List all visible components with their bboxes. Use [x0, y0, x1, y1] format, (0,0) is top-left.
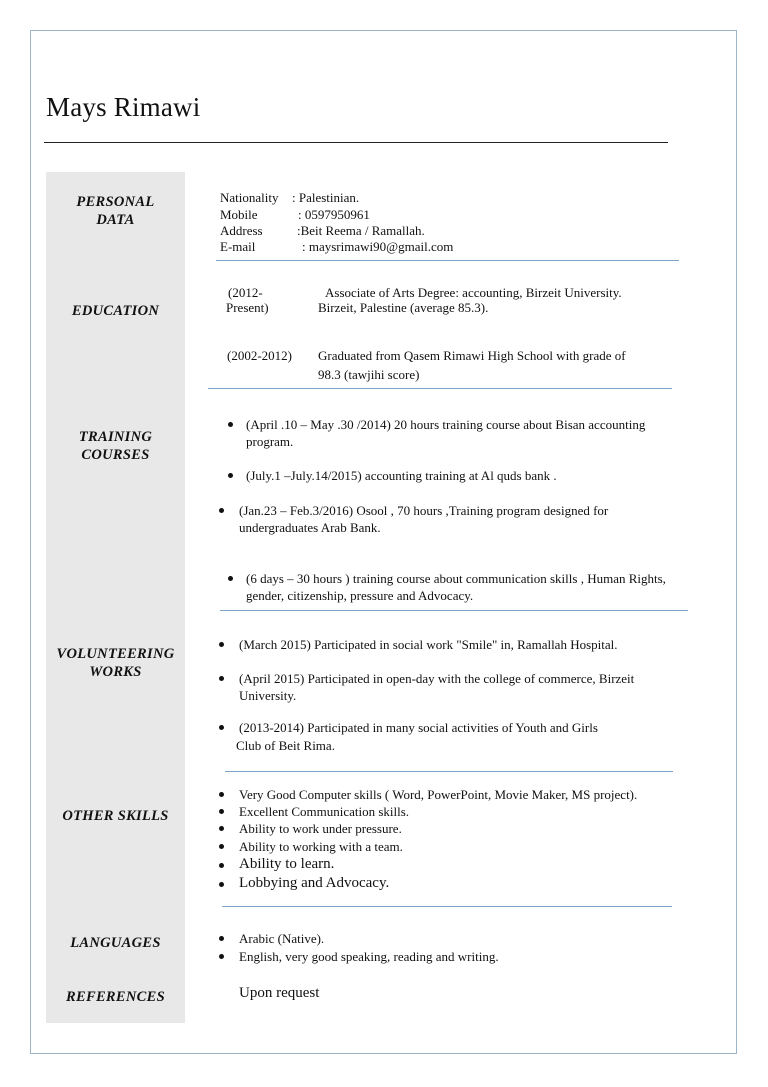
bullet-icon: [219, 508, 224, 513]
section-divider: [225, 771, 673, 772]
section-label-line: WORKS: [89, 664, 142, 680]
training-item: program.: [246, 434, 294, 449]
training-item: undergraduates Arab Bank.: [239, 520, 381, 535]
section-label-line: DATA: [96, 212, 135, 228]
section-divider: [220, 610, 688, 611]
language-item: English, very good speaking, reading and writing.: [239, 949, 499, 964]
language-item: Arabic (Native).: [239, 931, 325, 946]
training-item: (April .10 – May .30 /2014) 20 hours training course about Bisan accounting: [246, 417, 646, 432]
section-label-line: PERSONAL: [76, 194, 155, 210]
bullet-icon: [219, 792, 224, 797]
skill-item: Ability to working with a team.: [239, 839, 403, 854]
bullet-icon: [228, 422, 233, 427]
field-key-address: Address: [220, 223, 263, 238]
section-divider: [208, 388, 672, 389]
training-item: (July.1 –July.14/2015) accounting training at Al quds bank .: [246, 468, 557, 483]
education-description: Graduated from Qasem Rimawi High School with grade of: [318, 348, 626, 363]
volunteering-item: (March 2015) Participated in social work "Smile" in, Ramallah Hospital.: [239, 637, 618, 652]
field-value-address: :Beit Reema / Ramallah.: [297, 223, 425, 238]
bullet-icon: [219, 936, 224, 941]
bullet-icon: [219, 676, 224, 681]
volunteering-item: (2013-2014) Participated in many social activities of Youth and Girls: [239, 720, 598, 735]
section-label-line: COURSES: [81, 447, 150, 463]
volunteering-item: University.: [239, 688, 297, 703]
skill-item: Lobbying and Advocacy.: [239, 875, 390, 891]
section-label-education: EDUCATION: [71, 303, 160, 319]
bullet-icon: [219, 826, 224, 831]
section-divider: [222, 906, 672, 907]
field-value-mobile: : 0597950961: [298, 207, 370, 222]
bullet-icon: [219, 954, 224, 959]
bullet-icon: [219, 642, 224, 647]
section-label-volunteering-works: [46, 645, 185, 681]
skill-item: Very Good Computer skills ( Word, PowerPoint, Movie Maker, MS project).: [239, 787, 638, 802]
field-key-email: E-mail: [220, 239, 256, 254]
bullet-icon: [219, 844, 224, 849]
field-value-email: : maysrimawi90@gmail.com: [302, 239, 454, 254]
education-description: 98.3 (tawjihi score): [318, 367, 420, 382]
name-underline: [44, 142, 668, 143]
bullet-icon: [228, 576, 233, 581]
education-date: (2012-: [228, 285, 263, 300]
education-date: (2002-2012): [227, 348, 292, 363]
education-date: Present): [226, 300, 269, 315]
section-label-line: VOLUNTEERING: [56, 646, 175, 662]
bullet-icon: [219, 725, 224, 730]
personal-nationality: [220, 189, 279, 206]
education-description: Birzeit, Palestine (average 85.3).: [318, 300, 489, 315]
bullet-icon: [219, 863, 224, 868]
section-label-references: REFERENCES: [66, 989, 165, 1005]
volunteering-item: Club of Beit Rima.: [236, 738, 335, 753]
bullet-icon: [219, 882, 224, 887]
skill-item: Ability to learn.: [239, 856, 335, 872]
skill-item: Excellent Communication skills.: [239, 804, 410, 819]
volunteering-item: (April 2015) Participated in open-day with the college of commerce, Birzeit: [239, 671, 635, 686]
section-divider: [216, 260, 679, 261]
section-label-other-skills: OTHER SKILLS: [62, 808, 169, 824]
bullet-icon: [228, 473, 233, 478]
section-label-training-courses: [46, 428, 185, 464]
field-value-nationality: : Palestinian.: [292, 190, 360, 205]
candidate-name: Mays Rimawi: [46, 92, 201, 122]
education-description: Associate of Arts Degree: accounting, Birzeit University.: [325, 285, 622, 300]
field-key: Nationality: [220, 190, 279, 205]
field-key-mobile: Mobile: [220, 207, 258, 222]
training-item: (6 days – 30 hours ) training course about communication skills , Human Rights,: [246, 571, 666, 586]
training-item: (Jan.23 – Feb.3/2016) Osool , 70 hours ,Training program designed for: [239, 503, 609, 518]
section-sidebar: [46, 172, 185, 1023]
training-item: gender, citizenship, pressure and Advocacy.: [246, 588, 474, 603]
references-value: Upon request: [239, 985, 320, 1001]
skill-item: Ability to work under pressure.: [239, 821, 402, 836]
bullet-icon: [219, 809, 224, 814]
section-label-personal-data: [46, 193, 185, 229]
section-label-line: TRAINING: [78, 429, 153, 445]
section-label-languages: LANGUAGES: [70, 935, 161, 951]
